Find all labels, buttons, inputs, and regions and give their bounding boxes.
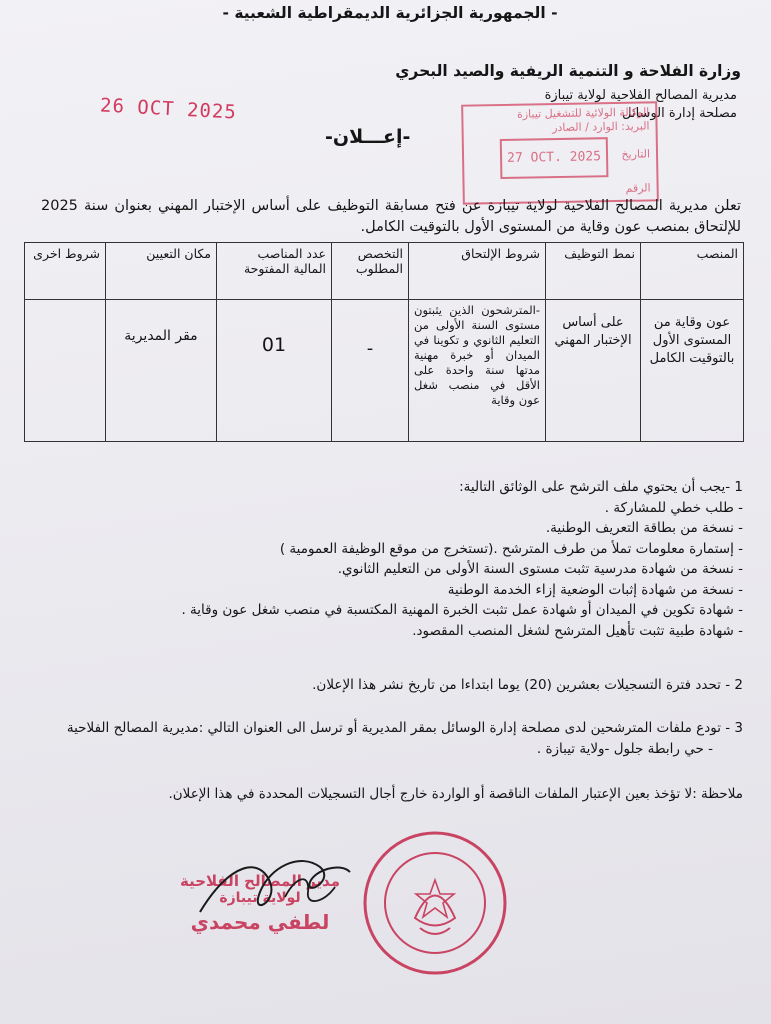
stamp-agency: الوكالة الولائية للتشغيل تيبازة xyxy=(516,105,650,121)
cell-other xyxy=(25,300,106,442)
col-place: مكان التعيين xyxy=(106,243,217,300)
signatory-name: لطفي محمدي xyxy=(190,910,330,934)
cell-post: عون وقاية من المستوى الأول بالتوقيت الكامل xyxy=(641,300,744,442)
note: ملاحظة :لا تؤخذ بعين الإعتبار الملفات الناقصة أو الواردة خارج أجال التسجيلات المحددة في هذا الإعلان. xyxy=(168,786,743,802)
cell-conditions: -المترشحون الذين يثبتون مستوى السنة الأولى من التعليم الثانوي و تكوينا في الميدان أو خبرة مهنية مدتها سنة واحدة على الأقل في منصب شغل عون وقاية xyxy=(409,300,546,442)
stamp-mail: البريد: الوارد / الصادر xyxy=(552,119,650,135)
cell-place: مقر المديرية xyxy=(106,300,217,442)
registration-stamp xyxy=(461,101,659,204)
intro-paragraph: تعلن مديرية المصالح الفلاحية لولاية تيبازة عن فتح مسابقة التوظيف على أساس الإختبار المهني بعنوان سنة 2025 للإلتحاق بمنصب عون وقاية من المستوى الأول بالتوقيت الكامل. xyxy=(41,198,741,235)
submission-address xyxy=(33,718,743,760)
signatory-wilaya: لولاية تيبازة xyxy=(219,890,301,906)
announcement-title: -إعـــلان- xyxy=(325,126,411,148)
signatory-title: مدير المصالح الفلاحية xyxy=(179,872,341,890)
col-post: المنصب xyxy=(641,243,744,300)
directorate-name: مديرية المصالح الفلاحية لولاية تيبازة xyxy=(544,88,737,103)
ministry-name: وزارة الفلاحة و التنمية الريفية والصيد البحري xyxy=(395,62,741,80)
handwritten-signature-icon xyxy=(190,842,360,932)
col-other: شروط اخرى xyxy=(25,243,106,300)
list-item: - طلب خطي للمشاركة . xyxy=(604,499,743,516)
list-item: - إستمارة معلومات تملأ من طرف المترشح .(تستخرج من موقع الوظيفة العمومية ) xyxy=(279,540,743,557)
list-item: - نسخة من شهادة إثبات الوضعية إزاء الخدمة الوطنية xyxy=(447,581,743,598)
table-header-row xyxy=(25,243,744,300)
service-name: مصلحة إدارة الوسائل xyxy=(622,106,737,121)
list-item: - نسخة من بطاقة التعريف الوطنية. xyxy=(545,520,743,536)
cell-specialty: - xyxy=(332,300,409,442)
list-item: - نسخة من شهادة مدرسية تثبت مستوى السنة الأولى من التعليم الثانوي. xyxy=(337,561,743,577)
col-conditions: شروط الإلتحاق xyxy=(409,243,546,300)
cell-count: 01 xyxy=(217,300,332,442)
list-item: - شهادة طبية تثبت تأهيل المترشح لشغل المنصب المقصود. xyxy=(412,622,743,639)
col-specialty: التخصص المطلوب xyxy=(332,243,409,300)
stamp-date: 27 OCT. 2025 xyxy=(500,137,609,179)
cell-type: على أساس الإختبار المهني xyxy=(546,300,641,442)
table-row xyxy=(25,300,744,442)
stamp-number-label: الرقم xyxy=(625,181,651,195)
republic-heading: - الجمهورية الجزائرية الديمقراطية الشعبية - xyxy=(222,4,558,22)
registration-period: 2 - تحدد فترة التسجيلات بعشرين (20) يوما ابتداءا من تاريخ نشر هذا الإعلان. xyxy=(312,677,743,693)
stamp-date-label: التاريخ xyxy=(621,147,651,161)
recruitment-table xyxy=(24,242,744,442)
col-count: عدد المناصب المالية المفتوحة xyxy=(217,243,332,300)
list-item: - شهادة تكوين في الميدان أو شهادة عمل تثبت الخبرة المهنية المكتسبة في منصب شغل عون وقاية . xyxy=(181,602,743,618)
address-line-2: - حي رابطة جلول -ولاية تيبازة . xyxy=(536,741,713,757)
col-type: نمط التوظيف xyxy=(546,243,641,300)
required-documents xyxy=(43,477,743,641)
official-seal-icon xyxy=(360,828,510,978)
documents-title: 1 -يجب أن يحتوي ملف الترشح على الوثائق التالية: xyxy=(459,479,743,495)
date-stamp: 26 OCT 2025 xyxy=(99,94,238,124)
address-line-1: 3 - تودع ملفات المترشحين لدى مصلحة إدارة الوسائل بمقر المديرية أو ترسل الى العنوان التالي :مديرية المصالح الفلاحية xyxy=(66,720,743,736)
